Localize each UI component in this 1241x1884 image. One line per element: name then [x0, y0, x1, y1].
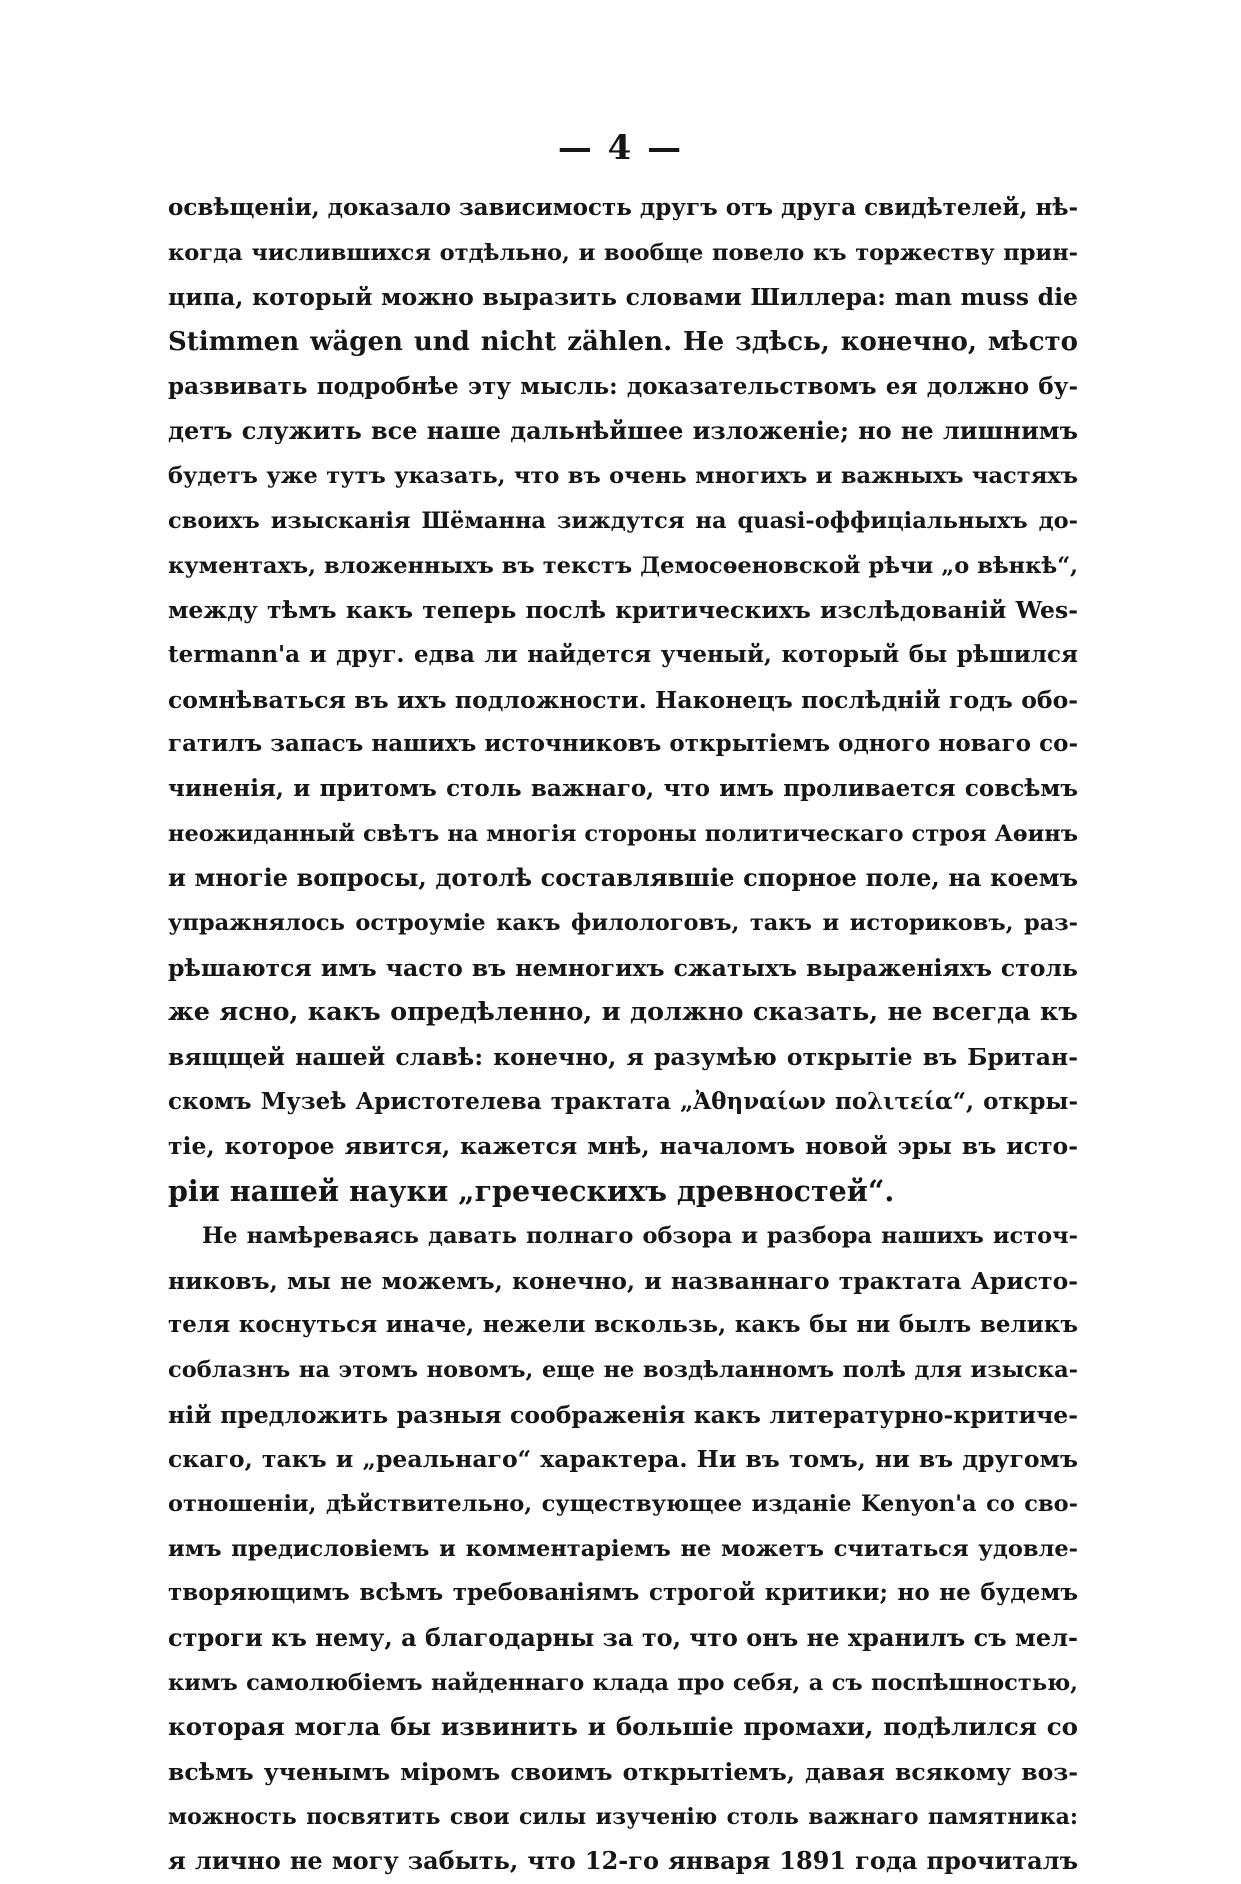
- text-line: я лично не могу забыть, что 12-го января 1891 года прочиталъ: [168, 1846, 1078, 1876]
- text-line: скаго, такъ и „реальнаго“ характера. Ни въ томъ, ни въ другомъ: [168, 1445, 1078, 1474]
- text-line: рѣшаются имъ часто въ немногихъ сжатыхъ выраженіяхъ столь: [168, 953, 1078, 982]
- text-line: развивать подробнѣе эту мысль: доказательствомъ ея должно бу-: [168, 372, 1078, 400]
- text-line: ципа, который можно выразить словами Шиллера: man muss die: [168, 283, 1078, 312]
- text-line: имъ предисловіемъ и комментаріемъ не можетъ считаться удовле-: [168, 1535, 1078, 1562]
- text-line: строги къ нему, а благодарны за то, что онъ не хранилъ съ мел-: [168, 1623, 1078, 1652]
- body-text: [168, 186, 1078, 1884]
- page-number: — 4 —: [557, 128, 684, 168]
- text-line: всѣмъ ученымъ міромъ своимъ открытіемъ, давая всякому воз-: [168, 1758, 1078, 1787]
- paragraph-2: [168, 1214, 1078, 1884]
- text-line: своихъ изысканія Шёманна зиждутся на quasi-оффиціальныхъ до-: [168, 507, 1078, 534]
- text-line: когда числившихся отдѣльно, и вообще повело къ торжеству прин-: [168, 239, 1078, 266]
- paragraph-1: [168, 186, 1078, 1214]
- text-line: творяющимъ всѣмъ требованіямъ строгой критики; но не будемъ: [168, 1579, 1078, 1607]
- text-line: и многіе вопросы, дотолѣ составлявшіе спорное поле, на коемъ: [168, 863, 1078, 893]
- text-line: скомъ Музеѣ Аристотелева трактата „Ἀθηναίων πολιτεία“, откры-: [168, 1087, 1078, 1115]
- text-line: можность посвятить свои силы изученію столь важнаго памятника:: [168, 1803, 1078, 1830]
- text-line: между тѣмъ какъ теперь послѣ критическихъ изслѣдованій Wes-: [168, 596, 1078, 625]
- text-line: отношеніи, дѣйствительно, существующее изданіе Kenyon'а со сво-: [168, 1490, 1078, 1517]
- text-line: теля коснуться иначе, нежели вскользь, какъ бы ни былъ великъ: [168, 1311, 1078, 1339]
- text-line: кимъ самолюбіемъ найденнаго клада про себя, а съ поспѣшностью,: [168, 1669, 1078, 1696]
- text-line: кументахъ, вложенныхъ въ текстъ Демосѳеновской рѣчи „о вѣнкѣ“,: [168, 552, 1078, 579]
- text-line: тіе, которое явится, кажется мнѣ, началомъ новой эры въ исто-: [168, 1132, 1078, 1161]
- text-line: termann'а и друг. едва ли найдется ученый, который бы рѣшился: [168, 640, 1078, 668]
- text-line: ній предложить разныя соображенія какъ литературно-критиче-: [168, 1400, 1078, 1429]
- text-line: чиненія, и притомъ столь важнаго, что имъ проливается совсѣмъ: [168, 774, 1078, 802]
- text-line: никовъ, мы не можемъ, конечно, и названнаго трактата Аристо-: [168, 1266, 1078, 1295]
- text-line: же ясно, какъ опредѣленно, и должно сказать, не всегда къ: [168, 997, 1078, 1028]
- text-line: гатилъ запасъ нашихъ источниковъ открытіемъ одного новаго со-: [168, 730, 1078, 758]
- text-line: упражнялось остроуміе какъ филологовъ, такъ и историковъ, раз-: [168, 910, 1078, 936]
- text-line: сомнѣваться въ ихъ подложности. Наконецъ послѣдній годъ обо-: [168, 685, 1078, 714]
- text-line: неожиданный свѣтъ на многія стороны политическаго строя Аѳинъ: [168, 820, 1078, 847]
- text-line: детъ служить все наше дальнѣйшее изложеніе; но не лишнимъ: [168, 416, 1078, 446]
- text-line: будетъ уже тутъ указать, что въ очень многихъ и важныхъ частяхъ: [168, 463, 1078, 490]
- text-line: вящщей нашей славѣ: конечно, я разумѣю открытіе въ Британ-: [168, 1043, 1078, 1072]
- text-line: ріи нашей науки „греческихъ древностей“.: [168, 1174, 895, 1209]
- text-line: которая могла бы извинить и большіе промахи, подѣлился со: [168, 1712, 1078, 1742]
- text-line: Stimmen wägen und nicht zählen. Не здѣсь, конечно, мѣсто: [168, 327, 1078, 358]
- text-line: соблазнъ на этомъ новомъ, еще не воздѣланномъ полѣ для изыска-: [168, 1356, 1078, 1383]
- text-line: освѣщеніи, доказало зависимость другъ отъ друга свидѣтелей, нѣ-: [168, 194, 1079, 221]
- text-line: Не намѣреваясь давать полнаго обзора и разбора нашихъ источ-: [202, 1222, 1078, 1249]
